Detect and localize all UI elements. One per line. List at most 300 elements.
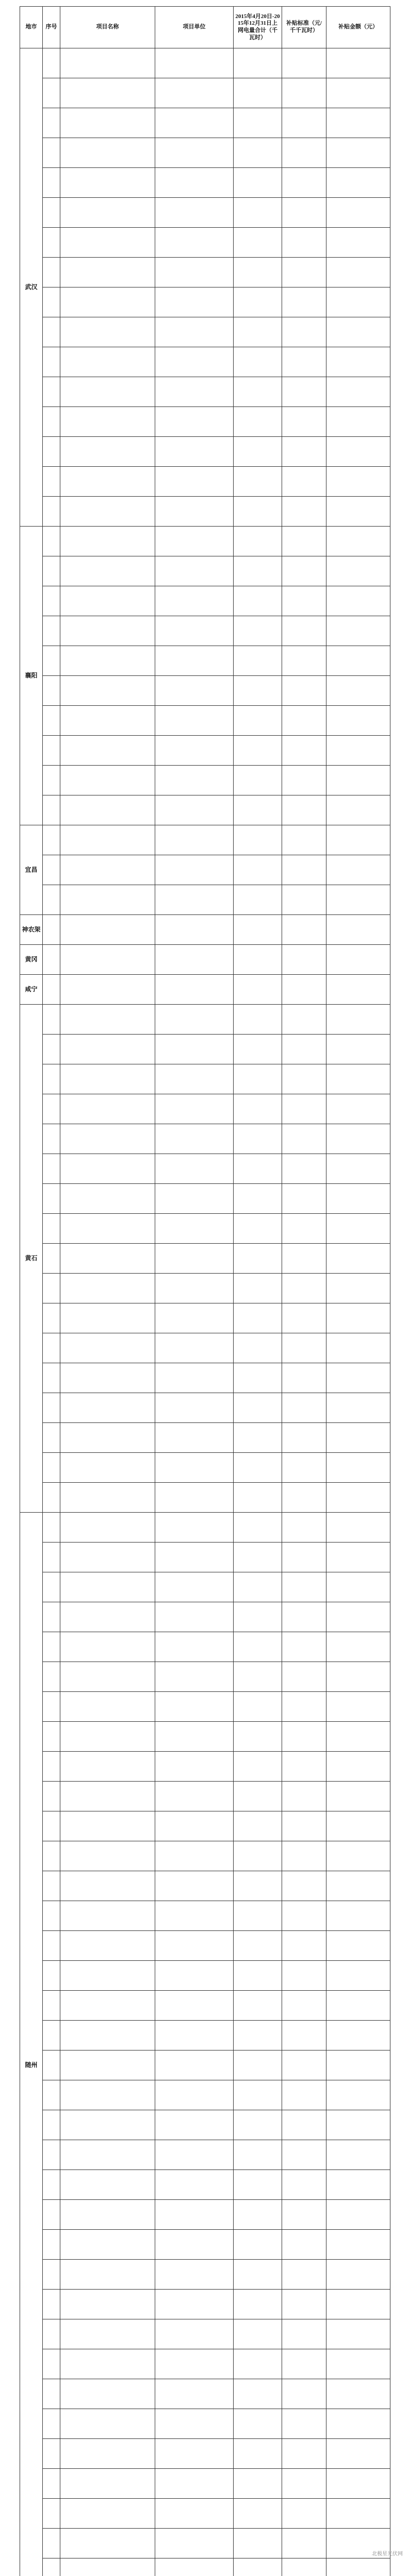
project-unit-cell — [155, 467, 234, 497]
row-number-cell — [43, 228, 60, 258]
project-name-cell — [60, 78, 155, 108]
project-unit-cell — [155, 317, 234, 347]
amount-cell — [234, 945, 282, 975]
project-name-cell — [60, 556, 155, 586]
row-number-cell — [43, 1154, 60, 1184]
project-name-cell — [60, 108, 155, 138]
amount-cell — [234, 1513, 282, 1543]
project-unit-cell — [155, 1572, 234, 1602]
subsidy-cell — [326, 825, 390, 855]
table-row — [20, 1094, 390, 1124]
price-cell — [282, 2021, 326, 2050]
price-cell — [282, 138, 326, 168]
subsidy-cell — [326, 975, 390, 1005]
table-row — [20, 1692, 390, 1722]
row-number-cell — [43, 1991, 60, 2021]
project-name-cell — [60, 48, 155, 78]
subsidy-cell — [326, 1333, 390, 1363]
table-row — [20, 1931, 390, 1961]
subsidy-cell — [326, 1752, 390, 1782]
project-unit-cell — [155, 2050, 234, 2080]
amount-cell — [234, 646, 282, 676]
table-row — [20, 1602, 390, 1632]
price-cell — [282, 795, 326, 825]
project-name-cell — [60, 676, 155, 706]
project-name-cell — [60, 975, 155, 1005]
row-number-cell — [43, 736, 60, 766]
table-row — [20, 945, 390, 975]
price-cell — [282, 1572, 326, 1602]
project-unit-cell — [155, 2529, 234, 2558]
price-cell — [282, 2080, 326, 2110]
amount-cell — [234, 1453, 282, 1483]
project-unit-cell — [155, 885, 234, 915]
amount-cell — [234, 975, 282, 1005]
price-cell — [282, 2349, 326, 2379]
amount-cell — [234, 1393, 282, 1423]
price-cell — [282, 437, 326, 467]
price-cell — [282, 1841, 326, 1871]
project-unit-cell — [155, 1901, 234, 1931]
project-name-cell — [60, 2200, 155, 2230]
amount-cell — [234, 1602, 282, 1632]
project-unit-cell — [155, 1722, 234, 1752]
project-name-cell — [60, 2080, 155, 2110]
project-unit-cell — [155, 2439, 234, 2469]
project-name-cell — [60, 2021, 155, 2050]
price-cell — [282, 1991, 326, 2021]
row-number-cell — [43, 527, 60, 556]
row-number-cell — [43, 1483, 60, 1513]
amount-cell — [234, 2110, 282, 2140]
amount-cell — [234, 1483, 282, 1513]
project-unit-cell — [155, 1274, 234, 1303]
subsidy-cell — [326, 228, 390, 258]
project-unit-cell — [155, 2260, 234, 2290]
price-cell — [282, 1782, 326, 1811]
amount-cell — [234, 766, 282, 795]
project-name-cell — [60, 377, 155, 407]
table-row — [20, 706, 390, 736]
project-name-cell — [60, 2140, 155, 2170]
project-unit-cell — [155, 198, 234, 228]
subsidy-cell — [326, 467, 390, 497]
amount-cell — [234, 1303, 282, 1333]
project-unit-cell — [155, 1871, 234, 1901]
project-unit-cell — [155, 1303, 234, 1333]
subsidy-cell — [326, 2080, 390, 2110]
project-name-cell — [60, 347, 155, 377]
price-cell — [282, 228, 326, 258]
project-unit-cell — [155, 2379, 234, 2409]
amount-cell — [234, 497, 282, 527]
project-unit-cell — [155, 287, 234, 317]
project-name-cell — [60, 497, 155, 527]
row-number-cell — [43, 1662, 60, 1692]
subsidy-cell — [326, 855, 390, 885]
project-unit-cell — [155, 1513, 234, 1543]
project-unit-cell — [155, 347, 234, 377]
table-row — [20, 1363, 390, 1393]
price-cell — [282, 407, 326, 437]
project-unit-cell — [155, 1602, 234, 1632]
project-name-cell — [60, 1722, 155, 1752]
amount-cell — [234, 138, 282, 168]
price-cell — [282, 2529, 326, 2558]
table-row — [20, 1841, 390, 1871]
row-number-cell — [43, 1543, 60, 1572]
amount-cell — [234, 1991, 282, 2021]
row-number-cell — [43, 407, 60, 437]
project-unit-cell — [155, 407, 234, 437]
subsidy-cell — [326, 2469, 390, 2499]
table-row — [20, 975, 390, 1005]
amount-cell — [234, 1782, 282, 1811]
price-cell — [282, 467, 326, 497]
subsidy-cell — [326, 1871, 390, 1901]
subsidy-cell — [326, 1483, 390, 1513]
price-cell — [282, 1513, 326, 1543]
project-name-cell — [60, 198, 155, 228]
table-row — [20, 1752, 390, 1782]
project-name-cell — [60, 1244, 155, 1274]
project-unit-cell — [155, 1782, 234, 1811]
table-row — [20, 736, 390, 766]
row-number-cell — [43, 198, 60, 228]
amount-cell — [234, 2529, 282, 2558]
row-number-cell — [43, 766, 60, 795]
subsidy-cell — [326, 287, 390, 317]
table-row — [20, 586, 390, 616]
amount-cell — [234, 2200, 282, 2230]
table-row — [20, 1005, 390, 1035]
subsidy-cell — [326, 2499, 390, 2529]
row-number-cell — [43, 586, 60, 616]
table-row — [20, 825, 390, 855]
project-name-cell — [60, 825, 155, 855]
price-cell — [282, 1931, 326, 1961]
project-unit-cell — [155, 586, 234, 616]
price-cell — [282, 706, 326, 736]
project-name-cell — [60, 1841, 155, 1871]
subsidy-cell — [326, 1303, 390, 1333]
row-number-cell — [43, 1811, 60, 1841]
amount-cell — [234, 258, 282, 287]
subsidy-cell — [326, 1931, 390, 1961]
price-cell — [282, 1423, 326, 1453]
table-row — [20, 1244, 390, 1274]
table-row — [20, 1961, 390, 1991]
project-name-cell — [60, 2230, 155, 2260]
row-number-cell — [43, 497, 60, 527]
price-cell — [282, 347, 326, 377]
row-number-cell — [43, 2379, 60, 2409]
project-name-cell — [60, 1274, 155, 1303]
amount-cell — [234, 1005, 282, 1035]
project-name-cell — [60, 2499, 155, 2529]
project-unit-cell — [155, 2558, 234, 2576]
project-name-cell — [60, 1453, 155, 1483]
price-cell — [282, 317, 326, 347]
row-number-cell — [43, 1692, 60, 1722]
subsidy-cell — [326, 1094, 390, 1124]
row-number-cell — [43, 1722, 60, 1752]
row-number-cell — [43, 48, 60, 78]
project-name-cell — [60, 2349, 155, 2379]
price-cell — [282, 2260, 326, 2290]
table-row — [20, 2290, 390, 2319]
row-number-cell — [43, 1064, 60, 1094]
price-cell — [282, 676, 326, 706]
subsidy-cell — [326, 1064, 390, 1094]
price-cell — [282, 2319, 326, 2349]
subsidy-cell — [326, 2230, 390, 2260]
row-number-cell — [43, 1931, 60, 1961]
price-cell — [282, 1871, 326, 1901]
price-cell — [282, 556, 326, 586]
amount-cell — [234, 1901, 282, 1931]
subsidy-cell — [326, 198, 390, 228]
table-row — [20, 1333, 390, 1363]
price-cell — [282, 915, 326, 945]
row-number-cell — [43, 1901, 60, 1931]
row-number-cell — [43, 1303, 60, 1333]
price-cell — [282, 1602, 326, 1632]
project-name-cell — [60, 1363, 155, 1393]
amount-cell — [234, 2260, 282, 2290]
table-row — [20, 317, 390, 347]
price-cell — [282, 1453, 326, 1483]
row-number-cell — [43, 1363, 60, 1393]
price-cell — [282, 1632, 326, 1662]
project-unit-cell — [155, 2290, 234, 2319]
price-cell — [282, 616, 326, 646]
table-row — [20, 1543, 390, 1572]
subsidy-cell — [326, 2379, 390, 2409]
subsidy-cell — [326, 1991, 390, 2021]
amount-cell — [234, 1961, 282, 1991]
row-number-cell — [43, 855, 60, 885]
amount-cell — [234, 78, 282, 108]
table-row — [20, 78, 390, 108]
amount-cell — [234, 1064, 282, 1094]
project-unit-cell — [155, 1841, 234, 1871]
project-unit-cell — [155, 616, 234, 646]
table-row — [20, 2260, 390, 2290]
amount-cell — [234, 317, 282, 347]
amount-cell — [234, 48, 282, 78]
subsidy-cell — [326, 497, 390, 527]
project-name-cell — [60, 1094, 155, 1124]
price-cell — [282, 2140, 326, 2170]
project-name-cell — [60, 1154, 155, 1184]
amount-cell — [234, 885, 282, 915]
project-unit-cell — [155, 2140, 234, 2170]
project-unit-cell — [155, 1991, 234, 2021]
price-cell — [282, 198, 326, 228]
subsidy-cell — [326, 1005, 390, 1035]
subsidy-cell — [326, 676, 390, 706]
table-row — [20, 1423, 390, 1453]
amount-cell — [234, 2439, 282, 2469]
row-number-cell — [43, 2170, 60, 2200]
amount-cell — [234, 1871, 282, 1901]
amount-cell — [234, 437, 282, 467]
subsidy-cell — [326, 1811, 390, 1841]
price-cell — [282, 1214, 326, 1244]
subsidy-cell — [326, 2409, 390, 2439]
table-row — [20, 1632, 390, 1662]
row-number-cell — [43, 2230, 60, 2260]
project-unit-cell — [155, 766, 234, 795]
table-row — [20, 497, 390, 527]
project-name-cell — [60, 1064, 155, 1094]
subsidy-cell — [326, 1513, 390, 1543]
table-row — [20, 1064, 390, 1094]
project-unit-cell — [155, 2110, 234, 2140]
project-name-cell — [60, 1184, 155, 1214]
subsidy-cell — [326, 1841, 390, 1871]
subsidy-cell — [326, 1423, 390, 1453]
project-name-cell — [60, 945, 155, 975]
project-unit-cell — [155, 1363, 234, 1393]
project-name-cell — [60, 1513, 155, 1543]
row-number-cell — [43, 1752, 60, 1782]
price-cell — [282, 646, 326, 676]
row-number-cell — [43, 1513, 60, 1543]
amount-cell — [234, 2558, 282, 2576]
subsidy-cell — [326, 2319, 390, 2349]
amount-cell — [234, 2170, 282, 2200]
row-number-cell — [43, 467, 60, 497]
row-number-cell — [43, 1423, 60, 1453]
project-unit-cell — [155, 2200, 234, 2230]
project-name-cell — [60, 1991, 155, 2021]
table-row — [20, 1154, 390, 1184]
price-cell — [282, 1005, 326, 1035]
table-row — [20, 1303, 390, 1333]
amount-cell — [234, 1423, 282, 1453]
amount-cell — [234, 2140, 282, 2170]
price-cell — [282, 825, 326, 855]
project-unit-cell — [155, 2469, 234, 2499]
subsidy-cell — [326, 1035, 390, 1064]
region-cell: 襄阳 — [20, 527, 43, 825]
row-number-cell — [43, 1841, 60, 1871]
project-name-cell — [60, 437, 155, 467]
row-number-cell — [43, 556, 60, 586]
table-row — [20, 2558, 390, 2576]
amount-cell — [234, 915, 282, 945]
price-cell — [282, 1961, 326, 1991]
project-name-cell — [60, 2290, 155, 2319]
price-cell — [282, 1124, 326, 1154]
row-number-cell — [43, 2080, 60, 2110]
subsidy-cell — [326, 1154, 390, 1184]
subsidy-cell — [326, 317, 390, 347]
subsidy-cell — [326, 2290, 390, 2319]
price-cell — [282, 1184, 326, 1214]
row-number-cell — [43, 1393, 60, 1423]
subsidy-cell — [326, 1572, 390, 1602]
price-cell — [282, 885, 326, 915]
amount-cell — [234, 616, 282, 646]
row-number-cell — [43, 975, 60, 1005]
amount-cell — [234, 1572, 282, 1602]
subsidy-cell — [326, 1393, 390, 1423]
table-row — [20, 2050, 390, 2080]
table-row — [20, 766, 390, 795]
table-row — [20, 1811, 390, 1841]
price-cell — [282, 1094, 326, 1124]
row-number-cell — [43, 1333, 60, 1363]
subsidy-cell — [326, 1782, 390, 1811]
project-unit-cell — [155, 497, 234, 527]
price-cell — [282, 1154, 326, 1184]
price-cell — [282, 2110, 326, 2140]
region-cell: 黄石 — [20, 1005, 43, 1513]
row-number-cell — [43, 2290, 60, 2319]
subsidy-cell — [326, 1961, 390, 1991]
project-name-cell — [60, 1572, 155, 1602]
price-cell — [282, 497, 326, 527]
project-unit-cell — [155, 915, 234, 945]
amount-cell — [234, 2379, 282, 2409]
row-number-cell — [43, 1035, 60, 1064]
project-unit-cell — [155, 437, 234, 467]
table-row — [20, 2200, 390, 2230]
amount-cell — [234, 1722, 282, 1752]
project-unit-cell — [155, 825, 234, 855]
amount-cell — [234, 2319, 282, 2349]
project-name-cell — [60, 407, 155, 437]
price-cell — [282, 2170, 326, 2200]
amount-cell — [234, 1931, 282, 1961]
table-row — [20, 377, 390, 407]
subsidy-cell — [326, 2170, 390, 2200]
project-unit-cell — [155, 1035, 234, 1064]
table-row — [20, 885, 390, 915]
amount-cell — [234, 736, 282, 766]
project-name-cell — [60, 2260, 155, 2290]
project-name-cell — [60, 2409, 155, 2439]
price-cell — [282, 1752, 326, 1782]
col-header-subsidy: 补贴金额（元） — [326, 7, 390, 48]
table-row — [20, 467, 390, 497]
amount-cell — [234, 855, 282, 885]
amount-cell — [234, 586, 282, 616]
project-unit-cell — [155, 1453, 234, 1483]
table-row — [20, 2230, 390, 2260]
project-name-cell — [60, 2110, 155, 2140]
amount-cell — [234, 2021, 282, 2050]
row-number-cell — [43, 287, 60, 317]
project-unit-cell — [155, 2230, 234, 2260]
project-name-cell — [60, 706, 155, 736]
project-unit-cell — [155, 2349, 234, 2379]
row-number-cell — [43, 1005, 60, 1035]
project-name-cell — [60, 1333, 155, 1363]
subsidy-cell — [326, 138, 390, 168]
project-name-cell — [60, 1602, 155, 1632]
row-number-cell — [43, 2558, 60, 2576]
table-row — [20, 287, 390, 317]
row-number-cell — [43, 258, 60, 287]
project-name-cell — [60, 1782, 155, 1811]
amount-cell — [234, 1662, 282, 1692]
project-name-cell — [60, 1931, 155, 1961]
row-number-cell — [43, 1961, 60, 1991]
